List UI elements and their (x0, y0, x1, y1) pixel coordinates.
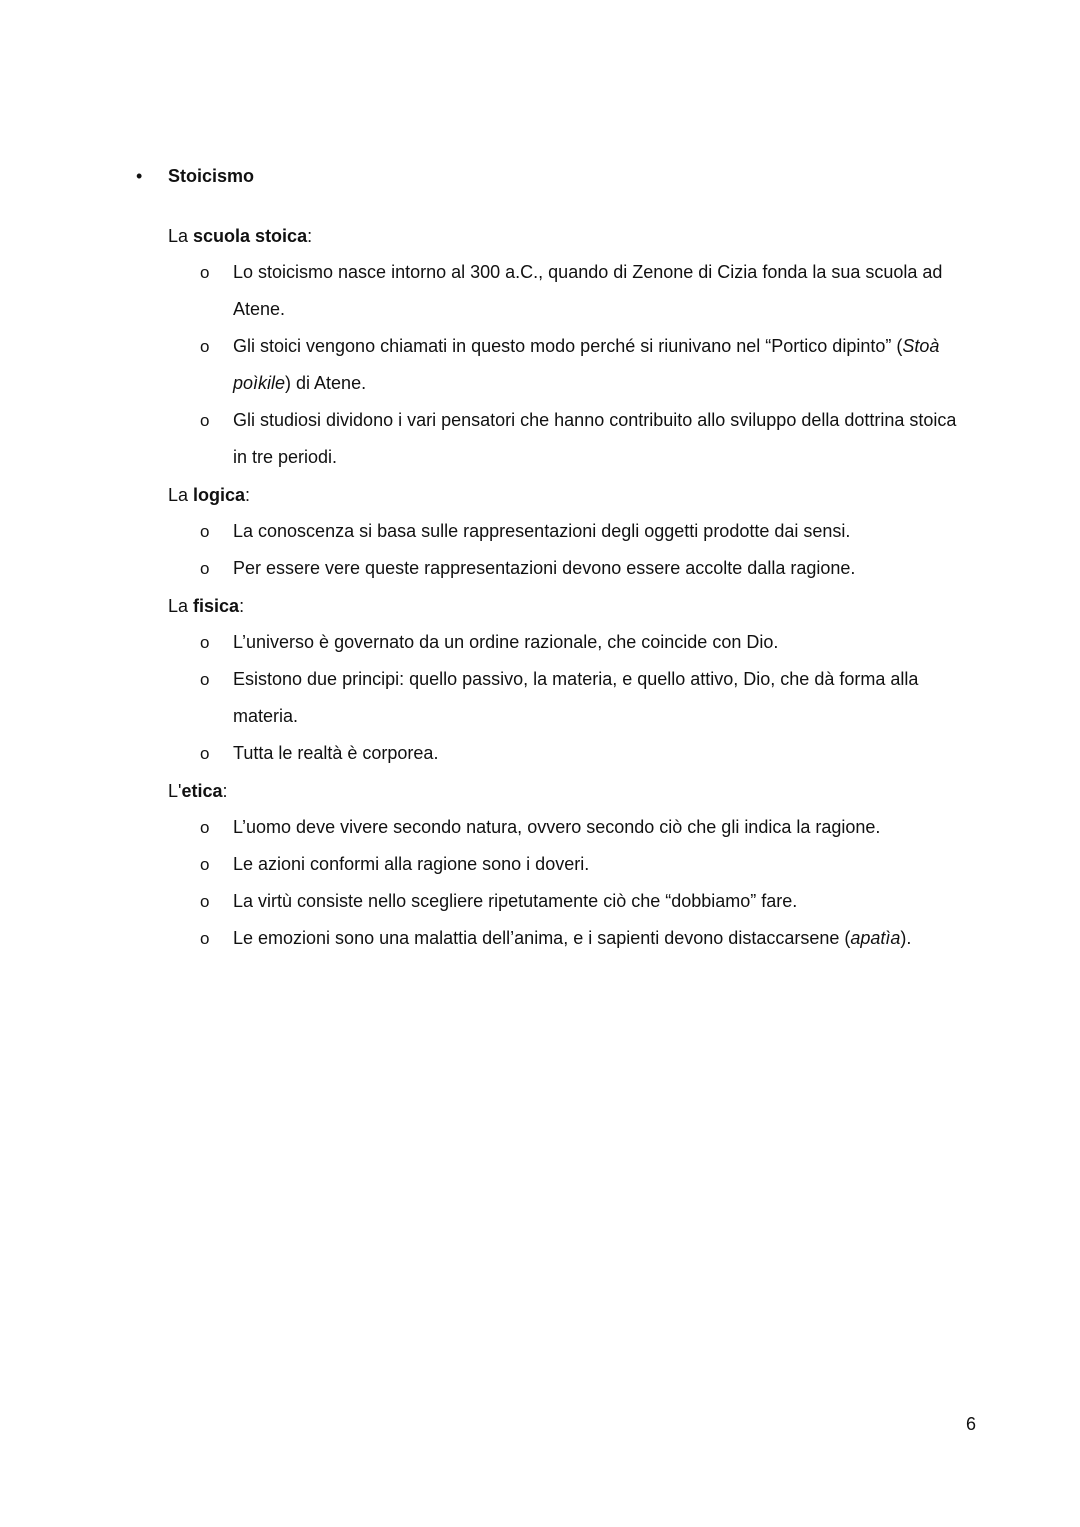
list-item: Per essere vere queste rappresentazioni devono essere accolte dalla ragione. (233, 558, 856, 578)
list-bullet: o (200, 744, 210, 763)
list-item: La virtù consiste nello scegliere ripetutamente ciò che “dobbiamo” fare. (233, 891, 798, 911)
heading-bold: etica (181, 781, 223, 801)
list-bullet: o (200, 559, 210, 578)
heading-etica: L'etica: (168, 781, 228, 801)
list-item: Le azioni conformi alla ragione sono i doveri. (233, 854, 590, 874)
list-bullet: o (200, 411, 210, 430)
list-item: Gli studiosi dividono i vari pensatori che hanno contribuito allo sviluppo della dottrina stoica in tre periodi. (233, 410, 957, 467)
section-bullet: • (136, 166, 143, 186)
list-bullet: o (200, 892, 210, 911)
list-bullet: o (200, 929, 210, 948)
heading-fisica: La fisica: (168, 596, 245, 616)
list-bullet: o (200, 670, 210, 689)
list-item: Gli stoici vengono chiamati in questo modo perché si riunivano nel “Portico dipinto” (Stoà poìkile) di Atene. (233, 336, 940, 393)
list-item: Le emozioni sono una malattia dell’anima, e i sapienti devono distaccarsene (apatìa). (233, 928, 912, 948)
list-bullet: o (200, 263, 210, 282)
list-item: Esistono due principi: quello passivo, la materia, e quello attivo, Dio, che dà forma alla materia. (233, 669, 919, 726)
heading-bold: fisica (193, 596, 240, 616)
list-bullet: o (200, 855, 210, 874)
heading-scuola-stoica: La scuola stoica: (168, 226, 313, 246)
list-bullet: o (200, 522, 210, 541)
italic-term: Stoà poìkile (233, 336, 940, 393)
list-item: L’uomo deve vivere secondo natura, ovvero secondo ciò che gli indica la ragione. (233, 817, 881, 837)
heading-logica: La logica: (168, 485, 251, 505)
list-bullet: o (200, 818, 210, 837)
list-bullet: o (200, 633, 210, 652)
italic-term: apatìa (850, 928, 901, 948)
list-item: L’universo è governato da un ordine razionale, che coincide con Dio. (233, 632, 779, 652)
list-item: Lo stoicismo nasce intorno al 300 a.C., quando di Zenone di Cizia fonda la sua scuola ad Atene. (233, 262, 943, 319)
heading-bold: scuola stoica (193, 226, 308, 246)
page-number: 6 (966, 1414, 977, 1434)
list-item: La conoscenza si basa sulle rappresentazioni degli oggetti prodotte dai sensi. (233, 521, 851, 541)
list-bullet: o (200, 337, 210, 356)
list-item: Tutta le realtà è corporea. (233, 743, 439, 763)
section-title: Stoicismo (168, 166, 255, 186)
heading-bold: logica (193, 485, 246, 505)
